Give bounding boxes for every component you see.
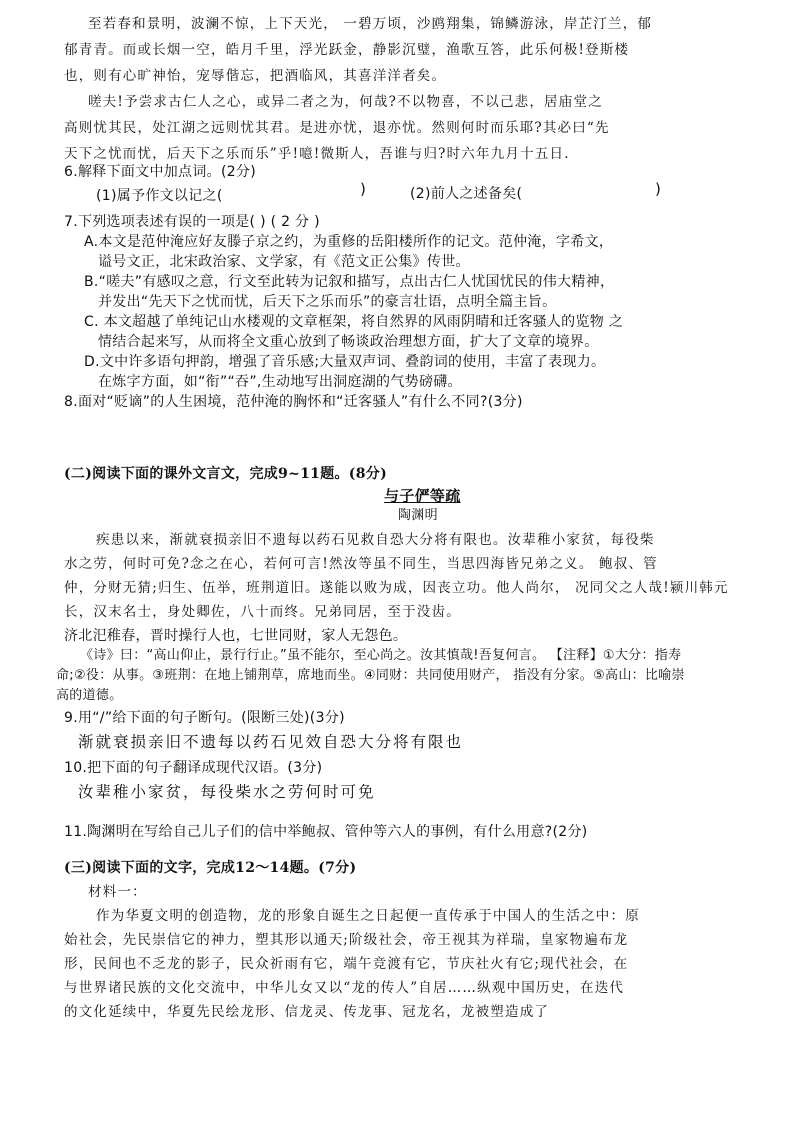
passage1-line: 嗟夫!予尝求古仁人之心，或异二者之为，何哉?不以物喜，不以己悲，居庙堂之 xyxy=(88,94,603,110)
passage2-notes: 命;②役：从事。③班荆：在地上铺荆草，席地而坐。④同财：共同使用财产， 指没有分家。⑤高山：比喻崇 xyxy=(56,668,685,683)
passage1-line: 天下之忧而忧，后天下之乐而乐”乎!噫!微斯人，吾谁与归?时六年九月十五日. xyxy=(64,146,570,162)
passage3-line: 与世界诸民族的文化交流中，中华儿女又以“龙的传人”自居……纵观中国历史，在迭代 xyxy=(64,980,625,996)
section-2-author: 陶渊明 xyxy=(398,508,438,523)
section-3-material-label: 材料一： xyxy=(88,884,147,900)
question-7-option-a: A.本文是范仲淹应好友滕子京之约，为重修的岳阳楼所作的记文。范仲淹，字希文， xyxy=(84,234,614,250)
passage2-notes: 高的道德。 xyxy=(56,688,123,703)
passage1-line: 高则忧其民，处江湖之远则忧其君。是进亦忧，退亦忧。然则何时而乐耶?其必曰“先 xyxy=(64,120,610,136)
passage3-line: 形，民间也不乏龙的影子，民众祈雨有它，端午竞渡有它，节庆社火有它;现代社会，在 xyxy=(64,956,629,972)
passage3-line: 作为华夏文明的创造物，龙的形象自诞生之日起便一直传承于中国人的生活之中：原 xyxy=(96,908,640,924)
question-7-option-c-cont: 情结合起来写，从而将全文重心放到了畅谈政治理想方面，扩大了文章的境界。 xyxy=(98,334,599,350)
question-9-stem: 9.用“/”给下面的句子断句。(限断三处)(3分) xyxy=(64,710,345,726)
section-2-heading: (二)阅读下面的课外文言文，完成9~11题。(8分) xyxy=(64,466,387,482)
question-6-item-2: (2)前人之述备矣( xyxy=(410,186,523,202)
question-7-option-c: C. 本文超越了单纯记山水楼观的文章框架，将自然界的风雨阴晴和迁客骚人的览物 之 xyxy=(84,314,624,330)
passage3-line: 的文化延续中，华夏先民绘龙形、信龙灵、传龙事、冠龙名，龙被塑造成了 xyxy=(64,1004,550,1020)
passage1-line: 也，则有心旷神怡，宠辱偕忘，把酒临风，其喜洋洋者矣。 xyxy=(64,68,447,84)
question-6-stem: 6.解释下面文中加点词。(2分) xyxy=(64,164,256,180)
passage2-line: 水之劳，何时可免?念之在心，若何可言!然汝等虽不同生，当思四海皆兄弟之义。 鲍叔、管 xyxy=(64,556,658,572)
passage1-line: 至若春和景明，波澜不惊，上下天光， 一碧万顷，沙鸥翔集，锦鳞游泳，岸芷汀兰，郁 xyxy=(88,16,653,32)
section-3-heading: (三)阅读下面的文字，完成12～14题。(7分) xyxy=(64,860,357,876)
question-6-item-1-close: ) xyxy=(360,180,366,198)
question-10-sentence: 汝辈稚小家贫，每役柴水之劳何时可免 xyxy=(78,783,376,801)
passage2-line: 疾患以来，渐就衰损亲旧不遗每以药石见救自恐大分将有限也。汝辈稚小家贫，每役柴 xyxy=(96,532,655,548)
question-11-stem: 11.陶渊明在写给自己儿子们的信中举鲍叔、管仲等六人的事例，有什么用意?(2分) xyxy=(64,824,588,840)
passage1-line: 郁青青。而或长烟一空，皓月千里，浮光跃金，静影沉璧，渔歌互答，此乐何极!登斯楼 xyxy=(64,42,630,58)
passage2-line: 济北汜稚春，晋时操行人也，七世同财，家人无怨色。 xyxy=(64,628,408,644)
passage3-line: 始社会，先民崇信它的神力，塑其形以通天;阶级社会，帝王视其为祥瑞，皇家物遍布龙 xyxy=(64,932,629,948)
passage2-line: 长，汉末名士，身处卿佐，八十而终。兄弟同居，至于没齿。 xyxy=(64,604,461,620)
question-8-stem: 8.面对“贬谪”的人生困境，范仲淹的胸怀和“迁客骚人”有什么不同?(3分) xyxy=(64,394,523,410)
question-7-option-a-cont: 谥号文正，北宋政治家、文学家，有《范文正公集》传世。 xyxy=(98,254,470,270)
question-7-stem: 7.下列选项表述有误的一项是( ) ( 2 分 ) xyxy=(64,214,320,230)
question-6-item-2-close: ) xyxy=(655,180,661,198)
question-7-option-d-cont: 在炼字方面，如“衔”“吞”,生动地写出洞庭湖的气势磅礴。 xyxy=(98,374,462,390)
question-7-option-b-cont: 并发出“先天下之忧而忧，后天下之乐而乐”的豪言壮语，点明全篇主旨。 xyxy=(98,294,557,310)
question-7-option-d: D.文中许多语句押韵，增强了音乐感;大量双声词、叠韵词的使用，丰富了表现力。 xyxy=(84,354,606,370)
passage2-notes: 《诗》曰：“高山仰止，景行行止。”虽不能尔，至心尚之。汝其慎哉!吾复何言。 【注释】①大分：指寿 xyxy=(80,648,682,663)
question-10-stem: 10.把下面的句子翻译成现代汉语。(3分) xyxy=(64,760,323,776)
section-2-title: 与子俨等疏 xyxy=(384,487,461,505)
question-6-item-1: (1)属予作文以记之( xyxy=(96,188,223,204)
question-7-option-b: B.“嗟夫”有感叹之意，行文至此转为记叙和描写，点出古仁人忧国忧民的伟大精神， xyxy=(84,274,615,290)
question-9-sentence: 渐就衰损亲旧不遗每以药石见效自恐大分将有限也 xyxy=(78,733,464,751)
passage2-line: 仲，分财无猜;归生、伍举，班荆道旧。遂能以败为成，因丧立功。他人尚尔， 况同父之人哉!颍川韩元 xyxy=(64,580,729,596)
